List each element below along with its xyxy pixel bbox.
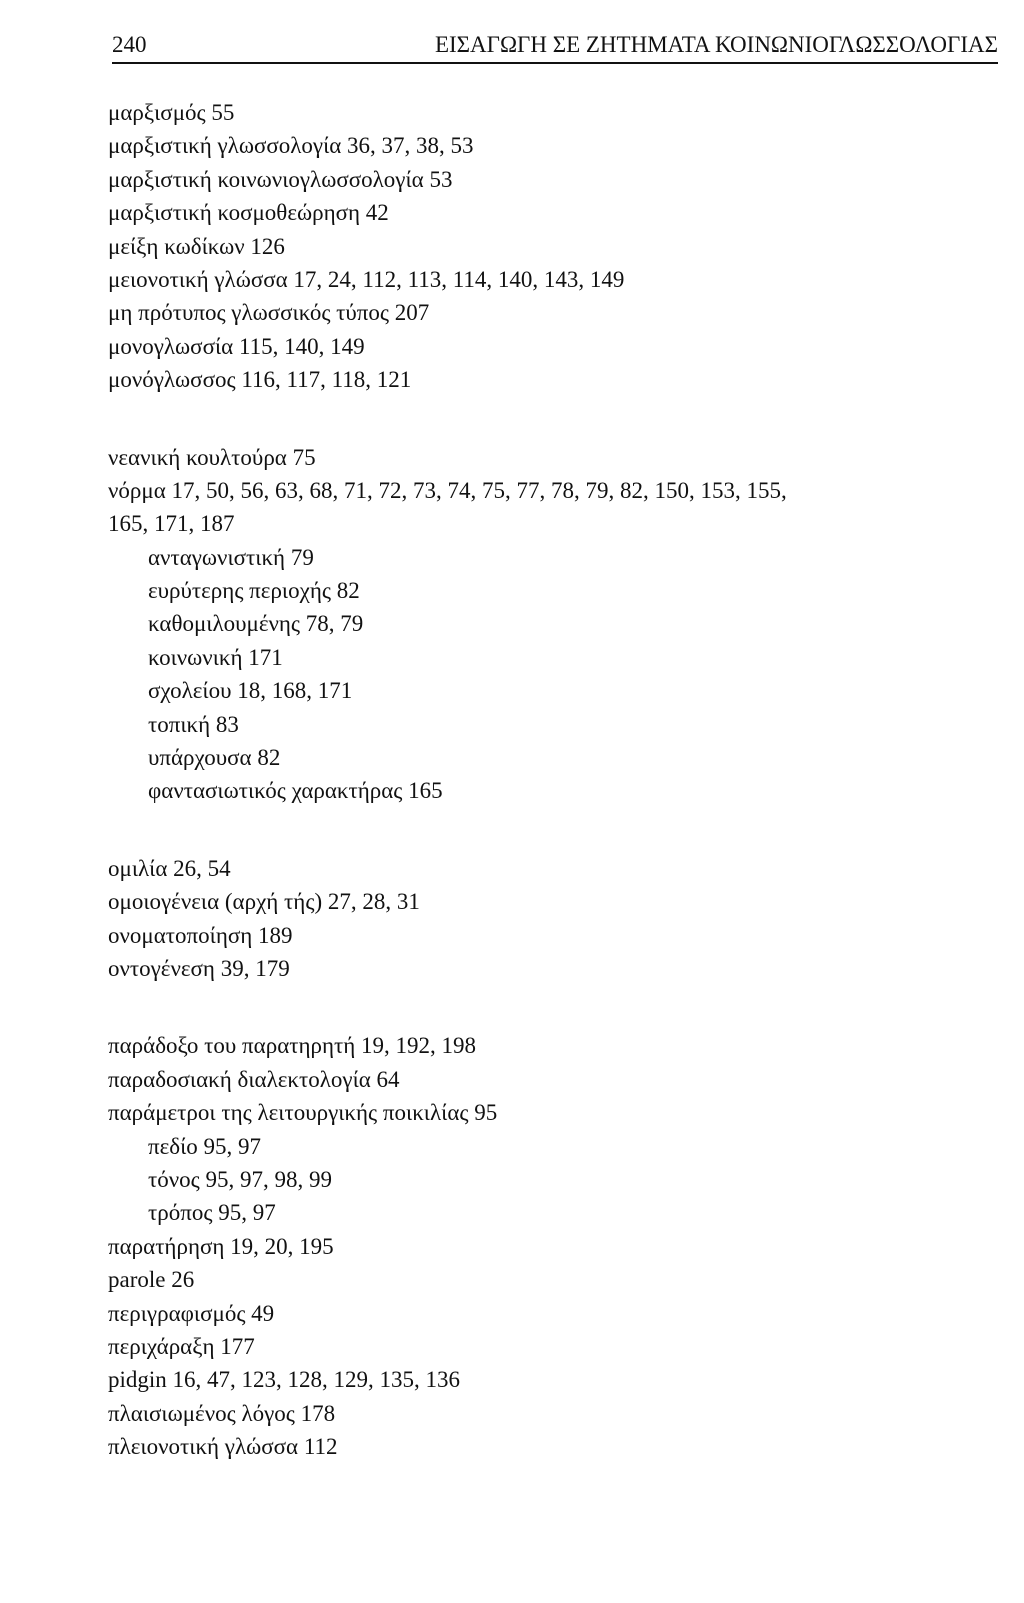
index-subentry: ευρύτερης περιοχής 82: [148, 578, 360, 604]
index-entry-norm: νόρμα 17, 50, 56, 63, 68, 71, 72, 73, 74, 75, 77, 78, 79, 82, 150, 153, 155,: [108, 477, 787, 503]
index-body: [108, 96, 988, 1463]
running-header: [112, 30, 998, 64]
index-entry: παράμετροι της λειτουργικής ποικιλίας 95: [108, 1100, 498, 1126]
page-number: 240: [112, 32, 147, 57]
index-entry: πλειονοτική γλώσσα 112: [108, 1434, 338, 1460]
index-entry: παρατήρηση 19, 20, 195: [108, 1233, 334, 1259]
index-entry: ομιλία 26, 54: [108, 855, 231, 881]
index-entry: μείξη κωδίκων 126: [108, 233, 285, 259]
index-entry: πλαισιωμένος λόγος 178: [108, 1400, 336, 1426]
index-entry: μαρξιστική κοινωνιογλωσσολογία 53: [108, 166, 453, 192]
index-subentry: σχολείου 18, 168, 171: [148, 678, 353, 704]
index-entry-norm-continued: 165, 171, 187: [108, 511, 235, 537]
index-entry: περιγραφισμός 49: [108, 1300, 275, 1326]
index-entry: μονόγλωσσος 116, 117, 118, 121: [108, 367, 412, 393]
index-group-m: [108, 96, 988, 397]
norm-subentries: [108, 541, 988, 808]
index-entry: μειονοτική γλώσσα 17, 24, 112, 113, 114, 140, 143, 149: [108, 266, 625, 292]
index-entry: οντογένεση 39, 179: [108, 955, 290, 981]
index-entry: μαρξιστική γλωσσολογία 36, 37, 38, 53: [108, 133, 474, 159]
index-subentry: κοινωνική 171: [148, 644, 283, 670]
index-entry: ονοματοποίηση 189: [108, 922, 293, 948]
index-group-p: [108, 1029, 988, 1463]
index-entry: νεανική κουλτούρα 75: [108, 444, 316, 470]
index-group-n: [108, 441, 988, 808]
index-entry: μαρξιστική κοσμοθεώρηση 42: [108, 200, 389, 226]
index-entry: μη πρότυπος γλωσσικός τύπος 207: [108, 300, 430, 326]
index-entry: parole 26: [108, 1267, 195, 1293]
group-spacer: [108, 397, 988, 441]
running-title: ΕΙΣΑΓΩΓΗ ΣΕ ΖΗΤΗΜΑΤΑ ΚΟΙΝΩΝΙΟΓΛΩΣΣΟΛΟΓΙΑΣ: [434, 32, 998, 57]
group-spacer: [108, 985, 988, 1029]
index-entry: παραδοσιακή διαλεκτολογία 64: [108, 1066, 400, 1092]
index-entry: μονογλωσσία 115, 140, 149: [108, 333, 365, 359]
index-subentry: υπάρχουσα 82: [148, 745, 281, 771]
index-subentry: τρόπος 95, 97: [148, 1200, 276, 1226]
index-entry: παράδοξο του παρατηρητή 19, 192, 198: [108, 1033, 477, 1059]
parameters-subentries: [108, 1130, 988, 1230]
index-subentry: φαντασιωτικός χαρακτήρας 165: [148, 778, 443, 804]
index-entry: ομοιογένεια (αρχή τής) 27, 28, 31: [108, 889, 420, 915]
group-spacer: [108, 808, 988, 852]
index-entry: pidgin 16, 47, 123, 128, 129, 135, 136: [108, 1367, 461, 1393]
index-subentry: ανταγωνιστική 79: [148, 544, 314, 570]
index-entry: μαρξισμός 55: [108, 100, 235, 125]
index-subentry: τοπική 83: [148, 711, 239, 737]
index-subentry: καθομιλουμένης 78, 79: [148, 611, 364, 637]
index-subentry: πεδίο 95, 97: [148, 1133, 262, 1159]
index-group-o: [108, 852, 988, 986]
index-subentry: τόνος 95, 97, 98, 99: [148, 1166, 332, 1192]
index-entry: περιχάραξη 177: [108, 1333, 255, 1359]
